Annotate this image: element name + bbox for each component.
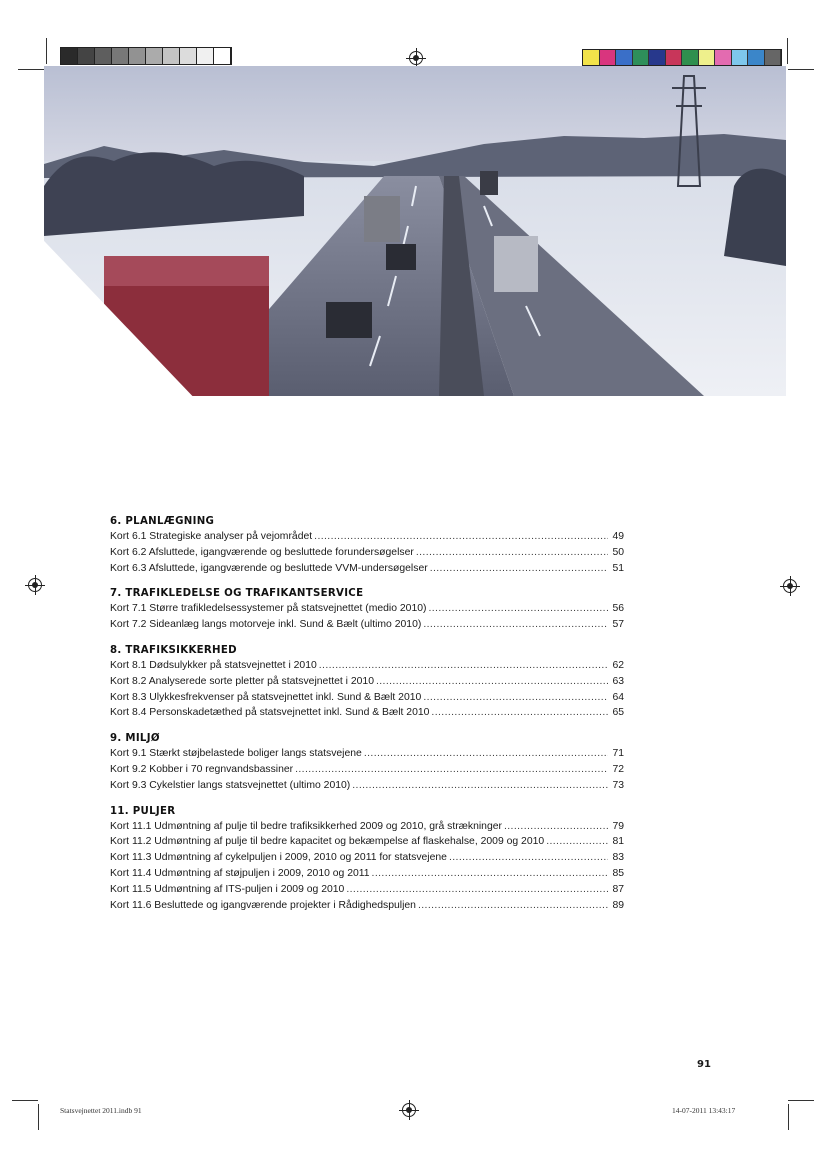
toc-entry-label: Kort 6.2 Afsluttede, igangværende og besluttede forundersøgelser — [110, 546, 414, 558]
crop-mark-top-left-v — [46, 38, 47, 64]
toc-entry — [110, 850, 624, 866]
toc-entry — [110, 819, 624, 835]
color-swatch — [682, 50, 699, 65]
registration-mark-bottom — [402, 1103, 416, 1117]
toc-entry-page: 81 — [612, 836, 624, 848]
dot-leader — [352, 778, 608, 794]
toc-section — [110, 731, 624, 793]
toc-entry-label: Kort 7.1 Større trafikledelsessystemer på statsvejnettet (medio 2010) — [110, 603, 427, 615]
toc-entry-page: 87 — [612, 883, 624, 895]
toc-entry-label: Kort 8.4 Personskadetæthed på statsvejnettet inkl. Sund & Bælt 2010 — [110, 707, 430, 719]
toc-section-heading: 9. MILJØ — [110, 733, 160, 745]
toc-entry-label: Kort 8.2 Analyserede sorte pletter på statsvejnettet i 2010 — [110, 675, 374, 687]
toc-entry — [110, 561, 624, 577]
dot-leader — [418, 898, 608, 914]
dot-leader — [423, 690, 608, 706]
toc-entry-label: Kort 9.1 Stærkt støjbelastede boliger langs statsvejene — [110, 748, 362, 760]
color-swatch — [616, 50, 633, 65]
toc-entry-label: Kort 8.1 Dødsulykker på statsvejnettet i 2010 — [110, 659, 317, 671]
toc-section-heading: 8. TRAFIKSIKKERHED — [110, 644, 237, 656]
crop-mark-bottom-left-v — [38, 1104, 39, 1130]
grey-swatch — [95, 48, 112, 64]
dot-leader — [504, 819, 608, 835]
grey-swatch — [78, 48, 95, 64]
color-swatch — [765, 50, 782, 65]
toc-section — [110, 643, 624, 721]
color-swatch — [715, 50, 732, 65]
toc-entry — [110, 762, 624, 778]
toc-entry-label: Kort 11.6 Besluttede og igangværende projekter i Rådighedspuljen — [110, 899, 416, 911]
dot-leader — [364, 746, 608, 762]
dot-leader — [430, 561, 608, 577]
winter-motorway-photo — [44, 66, 786, 396]
dot-leader — [431, 705, 608, 721]
slug-timestamp: 14-07-2011 13:43:17 — [672, 1106, 736, 1115]
toc-entry-page: 65 — [612, 707, 624, 719]
toc-entry — [110, 834, 624, 850]
toc-entry — [110, 778, 624, 794]
grey-swatch — [146, 48, 163, 64]
toc-entry-label: Kort 9.2 Kobber i 70 regnvandsbassiner — [110, 763, 294, 775]
grey-swatch — [180, 48, 197, 64]
toc-entry-label: Kort 6.1 Strategiske analyser på vejområdet — [110, 531, 313, 542]
toc-entry-label: Kort 11.2 Udmøntning af pulje til bedre kapacitet og bekæmpelse af flaskehalse, 2009 og 2010 — [110, 836, 545, 848]
page-number: 91 — [697, 1059, 711, 1070]
toc-entry-page: 63 — [612, 675, 624, 687]
color-swatch — [583, 50, 600, 65]
dot-leader — [346, 882, 608, 898]
toc-entry-page: 51 — [612, 562, 624, 574]
toc-entry — [110, 882, 624, 898]
toc-entry-label: Kort 6.3 Afsluttede, igangværende og besluttede VVM-undersøgelser — [110, 562, 428, 574]
toc-section — [110, 804, 624, 914]
color-swatch — [699, 50, 716, 65]
toc-section — [110, 514, 624, 576]
toc-entry-label: Kort 11.3 Udmøntning af cykelpuljen i 2009, 2010 og 2011 for statsvejene — [110, 852, 447, 864]
crop-mark-top-left-h — [18, 69, 44, 70]
toc-entry — [110, 705, 624, 721]
dot-leader — [449, 850, 608, 866]
toc-entry-page: 71 — [612, 748, 624, 760]
grey-swatch — [197, 48, 214, 64]
color-calibration-bar — [582, 49, 782, 66]
dot-leader — [372, 866, 608, 882]
dot-leader — [546, 834, 608, 850]
toc-entry-page: 56 — [612, 603, 624, 615]
toc-entry-page: 57 — [612, 619, 624, 631]
crop-mark-bottom-right-h — [788, 1100, 814, 1101]
toc-entry-label: Kort 8.3 Ulykkesfrekvenser på statsvejnettet inkl. Sund & Bælt 2010 — [110, 691, 422, 703]
toc-entry-page: 50 — [612, 546, 624, 558]
grey-swatch — [214, 48, 231, 64]
toc-entry-label: Kort 9.3 Cykelstier langs statsvejnettet (ultimo 2010) — [110, 779, 351, 791]
color-swatch — [649, 50, 666, 65]
toc-entry-page: 83 — [612, 852, 624, 864]
toc-section — [110, 586, 624, 633]
toc-entry-page: 79 — [612, 820, 624, 832]
dot-leader — [423, 617, 608, 633]
toc-entry-page: 73 — [612, 779, 624, 791]
grey-swatch — [112, 48, 129, 64]
crop-mark-top-right-h — [788, 69, 814, 70]
toc-entry-page: 49 — [612, 531, 624, 542]
slug-file-name: Statsvejnettet 2011.indb 91 — [60, 1106, 142, 1115]
color-swatch — [666, 50, 683, 65]
registration-mark-left — [28, 578, 42, 592]
toc-entry-label: Kort 11.5 Udmøntning af ITS-puljen i 2009 og 2010 — [110, 883, 345, 895]
crop-mark-top-right-v — [787, 38, 788, 64]
toc-entry — [110, 545, 624, 561]
dot-leader — [428, 601, 608, 617]
toc-entry-label: Kort 11.1 Udmøntning af pulje til bedre trafiksikkerhed 2009 og 2010, grå strækninger — [110, 820, 502, 832]
dot-leader — [416, 545, 608, 561]
dot-leader — [295, 762, 608, 778]
toc-section-heading: 7. TRAFIKLEDELSE OG TRAFIKANTSERVICE — [110, 588, 364, 600]
dot-leader — [314, 529, 608, 545]
crop-mark-bottom-right-v — [788, 1104, 789, 1130]
registration-mark-right — [783, 579, 797, 593]
registration-mark-top — [409, 51, 423, 65]
toc-entry — [110, 617, 624, 633]
color-swatch — [732, 50, 749, 65]
toc-entry-page: 72 — [612, 763, 624, 775]
toc-entry-page: 85 — [612, 867, 624, 879]
toc-section-heading: 11. PULJER — [110, 805, 176, 817]
toc-entry — [110, 674, 624, 690]
toc-entry — [110, 898, 624, 914]
toc-entry — [110, 601, 624, 617]
toc-entry — [110, 866, 624, 882]
grey-swatch — [129, 48, 146, 64]
color-swatch — [600, 50, 617, 65]
toc-entry — [110, 529, 624, 545]
color-swatch — [748, 50, 765, 65]
toc-section-heading: 6. PLANLÆGNING — [110, 516, 215, 527]
table-of-contents — [110, 514, 624, 923]
toc-entry — [110, 690, 624, 706]
crop-mark-bottom-left-h — [12, 1100, 38, 1101]
toc-entry — [110, 746, 624, 762]
toc-entry-page: 89 — [612, 899, 624, 911]
grey-swatch — [61, 48, 78, 64]
dot-leader — [376, 674, 608, 690]
toc-entry-page: 62 — [612, 659, 624, 671]
grey-calibration-bar — [60, 47, 232, 65]
toc-entry-label: Kort 7.2 Sideanlæg langs motorveje inkl. Sund & Bælt (ultimo 2010) — [110, 619, 422, 631]
color-swatch — [633, 50, 650, 65]
toc-entry-page: 64 — [612, 691, 624, 703]
toc-entry-label: Kort 11.4 Udmøntning af støjpuljen i 2009, 2010 og 2011 — [110, 867, 370, 879]
toc-entry — [110, 658, 624, 674]
grey-swatch — [163, 48, 180, 64]
dot-leader — [319, 658, 608, 674]
